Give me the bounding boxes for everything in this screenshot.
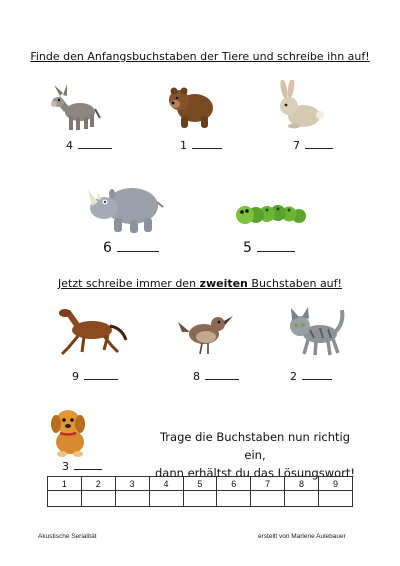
task-4-blank[interactable] <box>117 251 159 252</box>
solution-column-number: 4 <box>149 477 183 491</box>
donkey-image <box>50 82 102 134</box>
solution-column-number: 7 <box>251 477 285 491</box>
instruction-text <box>150 428 360 482</box>
task-8-blank[interactable] <box>302 379 332 380</box>
heading-2-text-end: Buchstaben auf! <box>247 277 342 290</box>
task-9-blank[interactable] <box>74 469 102 470</box>
instruction-line-2: dann erhältst du das Lösungswort! <box>154 466 355 480</box>
solution-letter-cell[interactable] <box>217 491 251 507</box>
task-8-number: 2 <box>290 370 297 383</box>
task-4-answer <box>103 240 159 256</box>
instruction-line-1: Trage die Buchstaben nun richtig ein, <box>159 430 351 462</box>
solution-letter-cell[interactable] <box>149 491 183 507</box>
solution-letter-cell[interactable] <box>115 491 149 507</box>
task-2-answer <box>180 139 222 152</box>
task-5-answer <box>243 240 295 256</box>
bear-image <box>167 82 217 130</box>
rhino-image <box>86 180 164 236</box>
solution-column-number: 3 <box>115 477 149 491</box>
task-6-answer <box>72 370 118 383</box>
task-4-number: 6 <box>103 240 112 256</box>
solution-letter-cell[interactable] <box>48 491 82 507</box>
task-8-answer <box>290 370 332 383</box>
task-9-answer <box>62 460 102 473</box>
task-1-answer <box>66 139 112 152</box>
task-7-blank[interactable] <box>205 379 239 380</box>
solution-letter-cell[interactable] <box>81 491 115 507</box>
horse-image <box>56 306 130 358</box>
solution-letter-cell[interactable] <box>319 491 353 507</box>
task-1-blank[interactable] <box>78 148 112 149</box>
task-heading-1: Finde den Anfangsbuchstaben der Tiere und schreibe ihn auf! <box>30 50 370 63</box>
footer-right: erstellt von Marlene Aulebauer <box>258 533 346 540</box>
task-1-number: 4 <box>66 139 73 152</box>
task-3-answer <box>293 139 333 152</box>
solution-column-number: 8 <box>285 477 319 491</box>
task-6-number: 9 <box>72 370 79 383</box>
task-7-number: 8 <box>193 370 200 383</box>
task-2-blank[interactable] <box>192 148 222 149</box>
solution-column-number: 5 <box>183 477 217 491</box>
solution-table <box>47 476 353 507</box>
task-5-blank[interactable] <box>257 251 295 252</box>
heading-2-bold-word: zweiten <box>199 277 248 290</box>
task-3-blank[interactable] <box>305 148 333 149</box>
task-6-blank[interactable] <box>84 379 118 380</box>
heading-2-text-start: Jetzt schreibe immer den <box>58 277 200 290</box>
caterpillar-image <box>233 195 309 229</box>
dog-image <box>46 404 92 458</box>
bird-image <box>176 308 234 358</box>
solution-column-number: 2 <box>81 477 115 491</box>
footer-left: Akustische Serialität <box>38 533 97 540</box>
task-2-number: 1 <box>180 139 187 152</box>
solution-letter-cell[interactable] <box>183 491 217 507</box>
task-heading-2 <box>0 277 400 290</box>
task-7-answer <box>193 370 239 383</box>
solution-header-row <box>48 477 353 491</box>
solution-column-number: 1 <box>48 477 82 491</box>
task-9-number: 3 <box>62 460 69 473</box>
rabbit-image <box>274 80 324 130</box>
cat-image <box>286 304 350 360</box>
solution-letter-cell[interactable] <box>251 491 285 507</box>
solution-column-number: 9 <box>319 477 353 491</box>
task-5-number: 5 <box>243 240 252 256</box>
task-3-number: 7 <box>293 139 300 152</box>
solution-answer-row <box>48 491 353 507</box>
solution-letter-cell[interactable] <box>285 491 319 507</box>
solution-column-number: 6 <box>217 477 251 491</box>
